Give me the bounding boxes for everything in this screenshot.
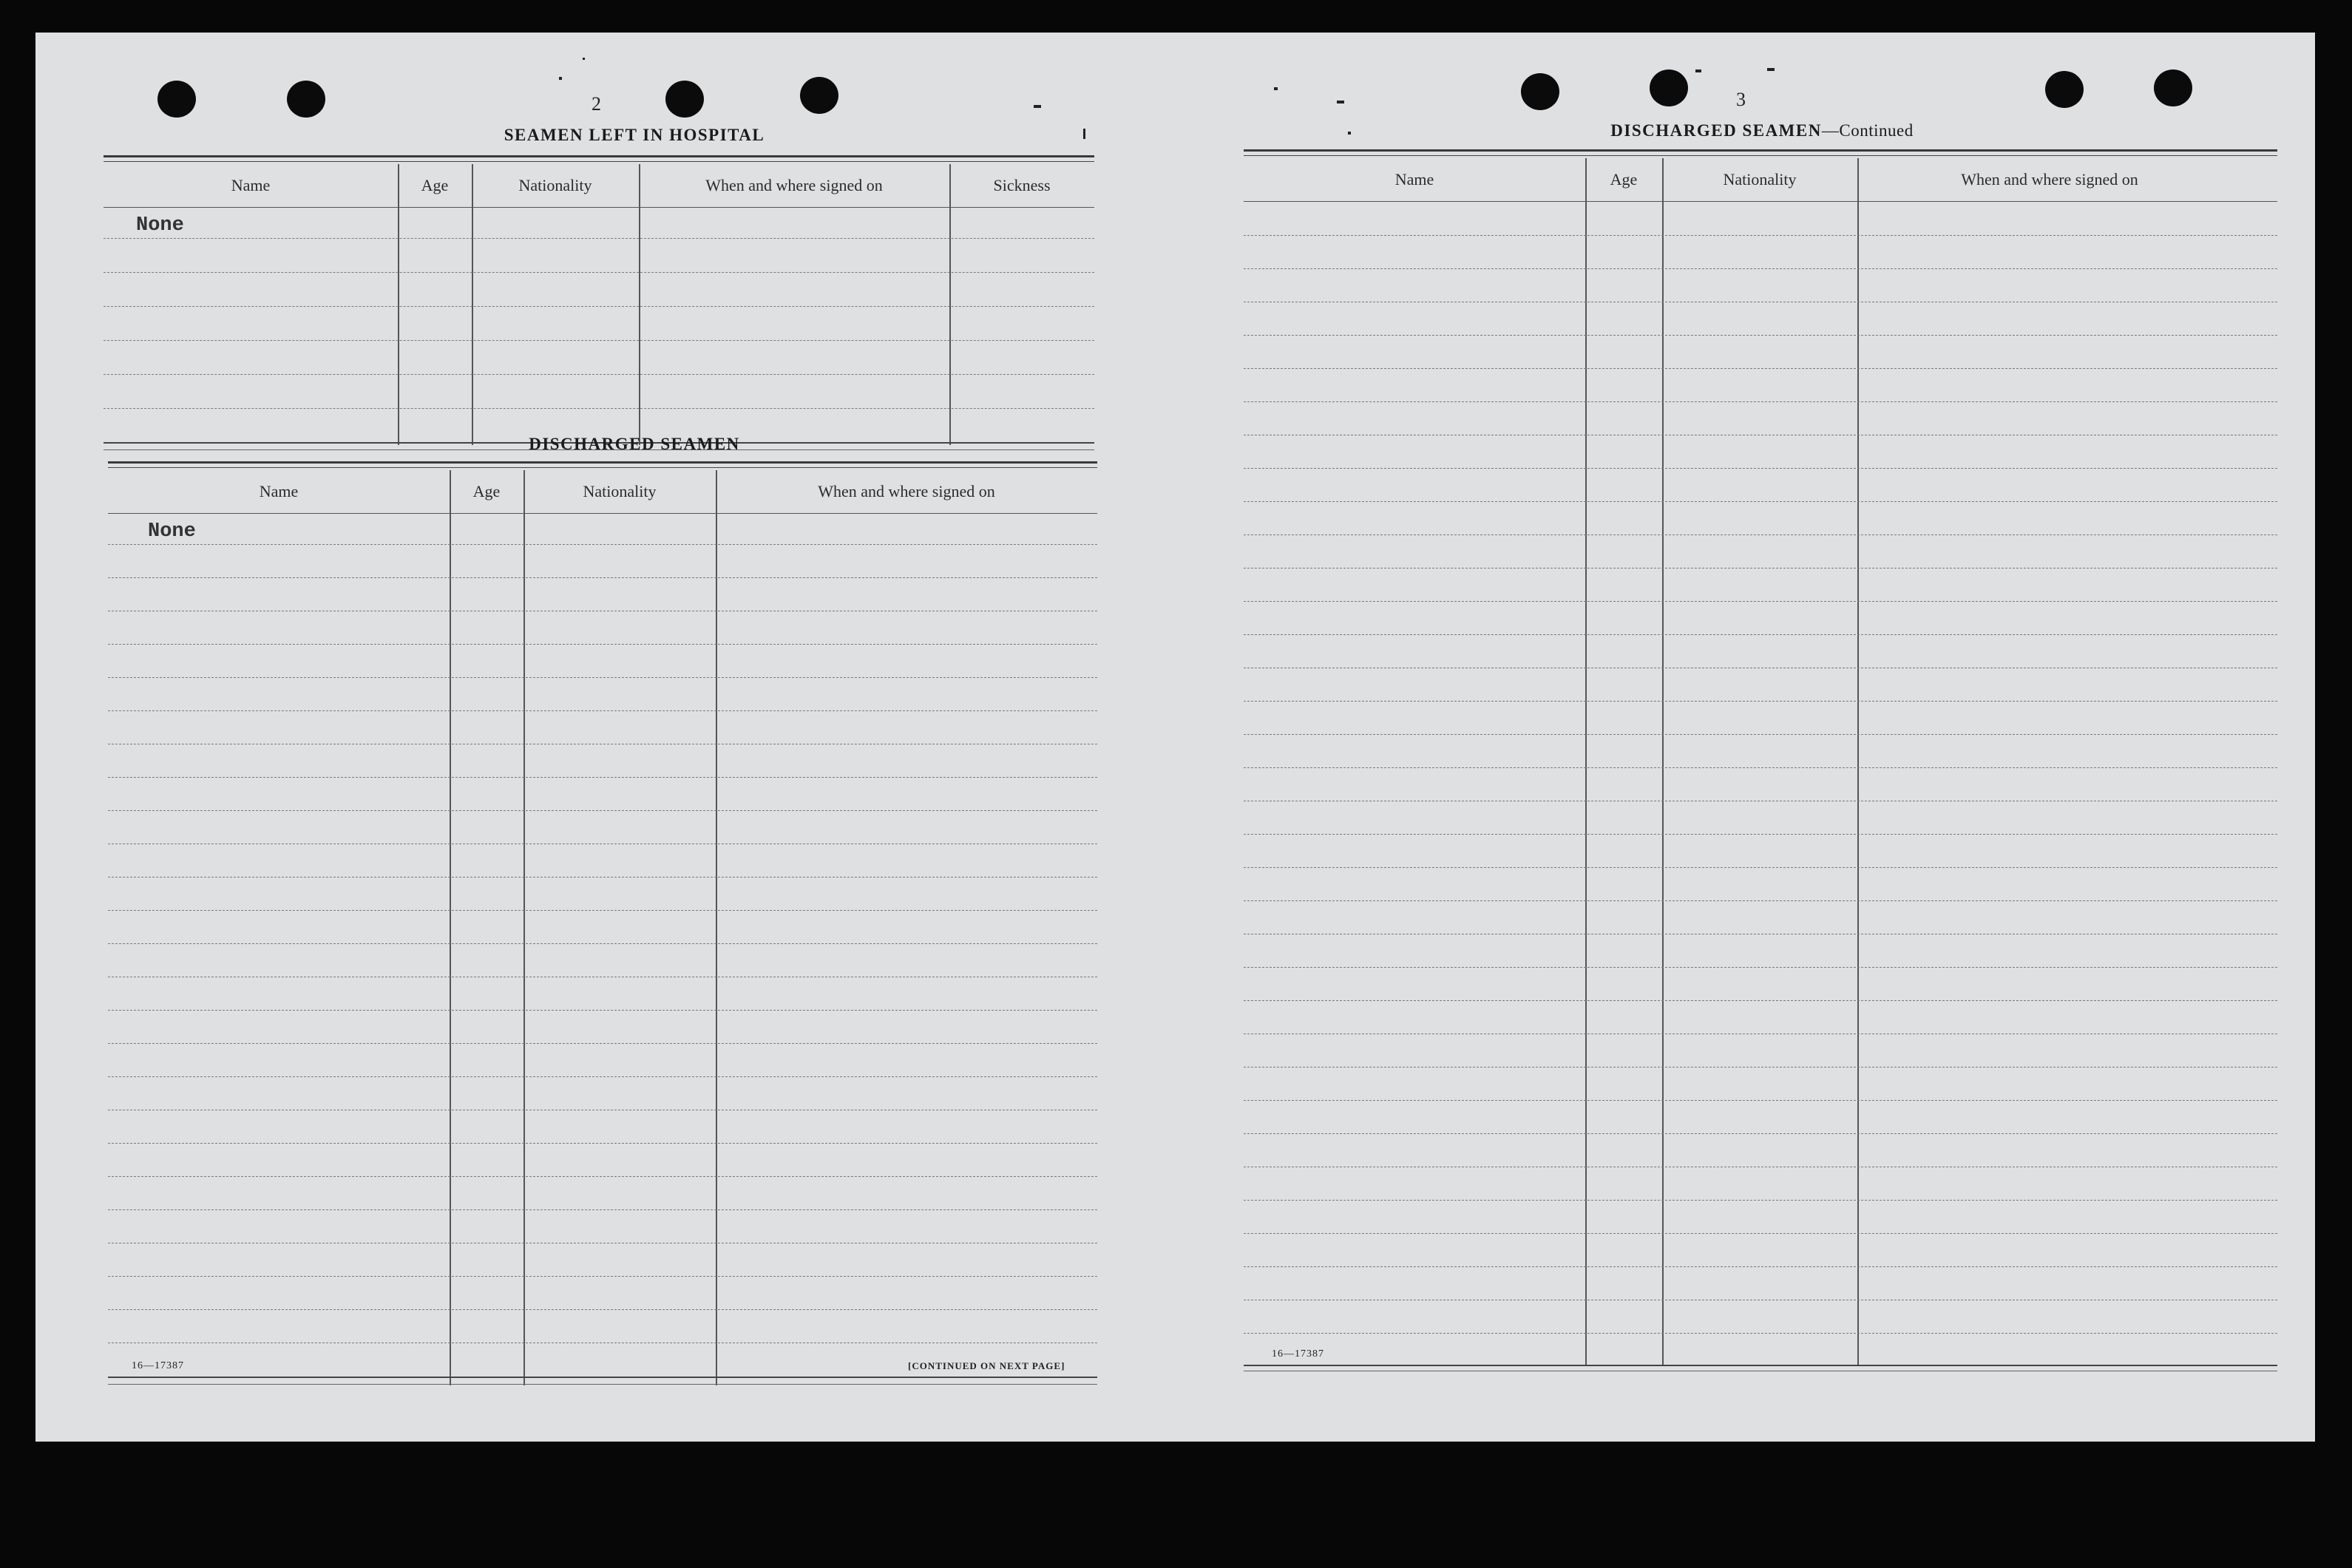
punch-hole-icon bbox=[2154, 69, 2192, 106]
form-number-right: 16—17387 bbox=[1272, 1348, 1324, 1360]
discharged-continued-title bbox=[1514, 121, 2010, 140]
column-header-age: Age bbox=[472, 482, 501, 500]
speck bbox=[1337, 101, 1344, 103]
speck bbox=[1695, 69, 1701, 72]
column-header-signed-on: When and where signed on bbox=[818, 482, 995, 500]
speck bbox=[1348, 132, 1351, 135]
discharged-continued-title-suffix: —Continued bbox=[1821, 121, 1914, 140]
column-header-age: Age bbox=[421, 176, 449, 194]
column-header-age: Age bbox=[1610, 170, 1638, 189]
discharged-entry-name: None bbox=[148, 520, 196, 543]
punch-hole-icon bbox=[665, 81, 704, 118]
punch-hole-icon bbox=[1521, 73, 1559, 110]
speck bbox=[1083, 129, 1085, 139]
discharged-continued-title-main: DISCHARGED SEAMEN bbox=[1610, 121, 1822, 140]
page-number-left: 2 bbox=[592, 93, 601, 115]
page-number-right: 3 bbox=[1736, 89, 1746, 110]
hospital-section-title: SEAMEN LEFT IN HOSPITAL bbox=[504, 126, 765, 144]
speck bbox=[1034, 105, 1041, 108]
column-header-nationality: Nationality bbox=[583, 482, 657, 500]
hospital-table bbox=[104, 155, 1094, 451]
punch-hole-icon bbox=[287, 81, 325, 118]
punch-hole-icon bbox=[1650, 69, 1688, 106]
column-header-nationality: Nationality bbox=[518, 176, 592, 194]
hospital-entry-name: None bbox=[136, 214, 184, 237]
speck bbox=[1767, 68, 1775, 71]
continued-note: [CONTINUED ON NEXT PAGE] bbox=[908, 1360, 1065, 1371]
speck bbox=[583, 58, 585, 60]
column-header-sickness: Sickness bbox=[993, 176, 1051, 194]
column-header-name: Name bbox=[1394, 170, 1434, 189]
document-sheet bbox=[35, 33, 2315, 1442]
discharged-table bbox=[108, 461, 1097, 1393]
punch-hole-icon bbox=[2045, 71, 2084, 108]
punch-hole-icon bbox=[157, 81, 196, 118]
discharged-section-title: DISCHARGED SEAMEN bbox=[529, 435, 740, 453]
column-header-nationality: Nationality bbox=[1723, 170, 1797, 189]
column-header-signed-on: When and where signed on bbox=[1961, 170, 2138, 189]
speck bbox=[1274, 87, 1278, 90]
form-number-left: 16—17387 bbox=[132, 1360, 184, 1371]
discharged-continued-table bbox=[1244, 149, 2277, 1377]
column-header-signed-on: When and where signed on bbox=[705, 176, 883, 194]
column-header-name: Name bbox=[231, 176, 271, 194]
speck bbox=[559, 77, 562, 80]
punch-hole-icon bbox=[800, 77, 838, 114]
column-header-name: Name bbox=[259, 482, 299, 500]
